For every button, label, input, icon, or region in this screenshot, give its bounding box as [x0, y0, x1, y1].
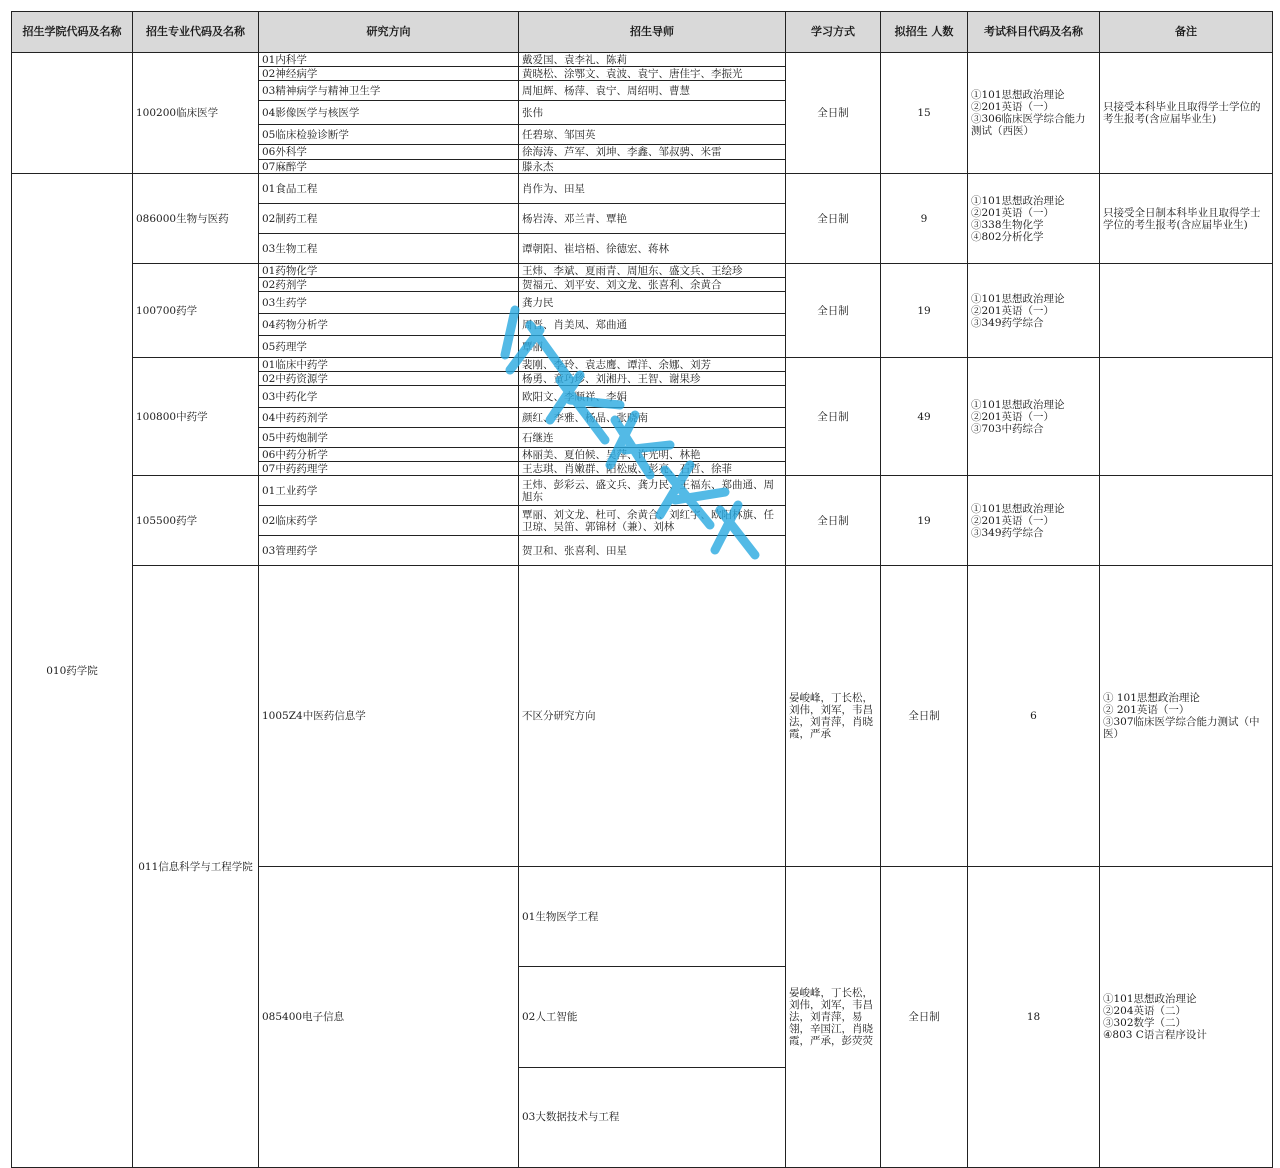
tutor-cell: 戴爱国、袁李礼、陈莉	[519, 53, 786, 67]
direction-cell: 02神经病学	[259, 67, 519, 81]
tutor-cell: 肖作为、田星	[519, 174, 786, 204]
mode-cell: 全日制	[881, 566, 968, 867]
tutor-cell: 谭朝阳、崔培梧、徐德宏、蒋林	[519, 234, 786, 264]
table-row	[12, 174, 1273, 204]
tutor-cell: 滕永杰	[519, 160, 786, 174]
direction-cell: 03精神病学与精神卫生学	[259, 81, 519, 101]
tutor-cell: 杨勇、童巧珍、刘湘丹、王智、谢果珍	[519, 372, 786, 386]
count-cell: 49	[881, 358, 968, 476]
direction-cell: 06外科学	[259, 145, 519, 160]
mode-cell: 全日制	[786, 174, 881, 264]
exams-cell: ①101思想政治理论 ②201英语（一） ③338生物化学 ④802分析化学	[968, 174, 1100, 264]
tutor-cell: 欧阳文、李顺祥、李娟	[519, 386, 786, 408]
mode-cell: 全日制	[786, 53, 881, 174]
table-row	[12, 53, 1273, 67]
major-name: 085400电子信息	[259, 867, 519, 1168]
tutor-cell: 贺卫和、张喜利、田星	[519, 536, 786, 566]
tutor-cell: 黄晓松、涂鄂文、袁波、袁宁、唐佳宇、李振光	[519, 67, 786, 81]
direction-cell: 04中药药剂学	[259, 408, 519, 428]
direction-cell: 02药剂学	[259, 278, 519, 292]
header-count: 拟招生 人数	[881, 12, 968, 53]
tutor-cell: 石继连	[519, 428, 786, 448]
college-name: 011信息科学与工程学院	[133, 566, 259, 1168]
count-cell: 6	[968, 566, 1100, 867]
tutor-cell: 裴刚、李玲、袁志鹰、谭洋、余娜、刘芳	[519, 358, 786, 372]
tutor-cell: 周旭辉、杨萍、袁宁、周绍明、曹慧	[519, 81, 786, 101]
exams-cell: ① 101思想政治理论 ② 201英语（一） ③307临床医学综合能力测试（中医）	[1100, 566, 1273, 867]
major-name: 105500药学	[133, 476, 259, 566]
note-cell	[1100, 476, 1273, 566]
direction-cell: 01临床中药学	[259, 358, 519, 372]
direction-cell: 06中药分析学	[259, 448, 519, 462]
tutor-cell: 王炜、李斌、夏雨青、周旭东、盛文兵、王绘珍	[519, 264, 786, 278]
admission-table	[11, 11, 1273, 1168]
header-note: 备注	[1100, 12, 1273, 53]
exams-cell: ①101思想政治理论 ②201英语（一） ③306临床医学综合能力测试（西医）	[968, 53, 1100, 174]
mode-cell: 全日制	[786, 264, 881, 358]
exams-cell: ①101思想政治理论 ②201英语（一） ③703中药综合	[968, 358, 1100, 476]
tutor-cell: 贺福元、刘平安、刘文龙、张喜利、余黄合	[519, 278, 786, 292]
count-cell: 19	[881, 476, 968, 566]
direction-cell: 07中药药理学	[259, 462, 519, 476]
direction-cell: 01生物医学工程	[519, 867, 786, 967]
direction-cell: 01食品工程	[259, 174, 519, 204]
header-tutor: 招生导师	[519, 12, 786, 53]
direction-cell: 04药物分析学	[259, 314, 519, 336]
direction-cell: 05中药炮制学	[259, 428, 519, 448]
table-row	[12, 358, 1273, 372]
direction-cell: 不区分研究方向	[519, 566, 786, 867]
tutor-cell: 任碧琼、邹国英	[519, 125, 786, 145]
direction-cell: 03生物工程	[259, 234, 519, 264]
count-cell: 9	[881, 174, 968, 264]
header-exams: 考试科目代码及名称	[968, 12, 1100, 53]
direction-cell: 02临床药学	[259, 506, 519, 536]
tutor-cell: 覃丽	[519, 336, 786, 358]
major-name: 100200临床医学	[133, 53, 259, 174]
tutor-cell: 覃丽、刘文龙、杜可、余黄合、刘红宇、欧阳林旗、任卫琼、吴笛、郭锦材（兼）、刘林	[519, 506, 786, 536]
direction-cell: 03中药化学	[259, 386, 519, 408]
direction-cell: 02中药资源学	[259, 372, 519, 386]
major-name: 100800中药学	[133, 358, 259, 476]
college-name: 010药学院	[12, 174, 133, 1168]
tutor-cell: 王炜、彭彩云、盛文兵、龚力民、王福东、郑曲通、周旭东	[519, 476, 786, 506]
header-mode: 学习方式	[786, 12, 881, 53]
college-cell-empty	[12, 53, 133, 174]
table-row	[12, 476, 1273, 506]
major-name: 1005Z4中医药信息学	[259, 566, 519, 867]
note-cell: 只接受全日制本科毕业且取得学士学位的考生报考(含应届毕业生)	[1100, 174, 1273, 264]
header-row	[12, 12, 1273, 53]
direction-cell: 05药理学	[259, 336, 519, 358]
exams-cell: ①101思想政治理论 ②201英语（一） ③349药学综合	[968, 476, 1100, 566]
tutor-cell: 林丽美、夏伯候、吴萍、许光明、林艳	[519, 448, 786, 462]
mode-cell: 全日制	[786, 358, 881, 476]
major-name: 086000生物与医药	[133, 174, 259, 264]
tutor-cell: 徐海涛、芦军、刘坤、李鑫、邹叔骋、米雷	[519, 145, 786, 160]
exams-cell: ①101思想政治理论 ②204英语（二） ③302数学（二） ④803 C语言程序设计	[1100, 867, 1273, 1168]
tutor-cell: 杨岩涛、邓兰青、覃艳	[519, 204, 786, 234]
note-cell	[1100, 358, 1273, 476]
header-college: 招生学院代码及名称	[12, 12, 133, 53]
header-direction: 研究方向	[259, 12, 519, 53]
direction-cell: 03生药学	[259, 292, 519, 314]
major-name: 100700药学	[133, 264, 259, 358]
direction-cell: 07麻醉学	[259, 160, 519, 174]
direction-cell: 03管理药学	[259, 536, 519, 566]
tutor-cell: 张伟	[519, 101, 786, 125]
direction-cell: 02制药工程	[259, 204, 519, 234]
direction-cell: 01药物化学	[259, 264, 519, 278]
tutor-cell: 晏峻峰，丁长松，刘伟，刘军，韦昌法，刘青萍，易翎，辛国江，肖晓霞，严承，彭荧荧	[786, 867, 881, 1168]
table-row	[12, 264, 1273, 278]
tutor-cell: 龚力民	[519, 292, 786, 314]
header-major: 招生专业代码及名称	[133, 12, 259, 53]
count-cell: 18	[968, 867, 1100, 1168]
direction-cell: 01内科学	[259, 53, 519, 67]
tutor-cell: 颜红、李雅、杨晶、张晓南	[519, 408, 786, 428]
tutor-cell: 王志琪、肖嫩群、阳松威、彭亮、石哲、徐菲	[519, 462, 786, 476]
table-row	[12, 566, 1273, 867]
exams-cell: ①101思想政治理论 ②201英语（一） ③349药学综合	[968, 264, 1100, 358]
direction-cell: 04影像医学与核医学	[259, 101, 519, 125]
direction-cell: 05临床检验诊断学	[259, 125, 519, 145]
tutor-cell: 晏峻峰，丁长松，刘伟，刘军，韦昌法，刘青萍，肖晓霞，严承	[786, 566, 881, 867]
direction-cell: 03大数据技术与工程	[519, 1067, 786, 1167]
note-cell: 只接受本科毕业且取得学士学位的考生报考(含应届毕业生)	[1100, 53, 1273, 174]
mode-cell: 全日制	[881, 867, 968, 1168]
direction-cell: 02人工智能	[519, 967, 786, 1067]
count-cell: 15	[881, 53, 968, 174]
count-cell: 19	[881, 264, 968, 358]
note-cell	[1100, 264, 1273, 358]
tutor-cell: 周晋、肖美凤、郑曲通	[519, 314, 786, 336]
direction-cell: 01工业药学	[259, 476, 519, 506]
mode-cell: 全日制	[786, 476, 881, 566]
